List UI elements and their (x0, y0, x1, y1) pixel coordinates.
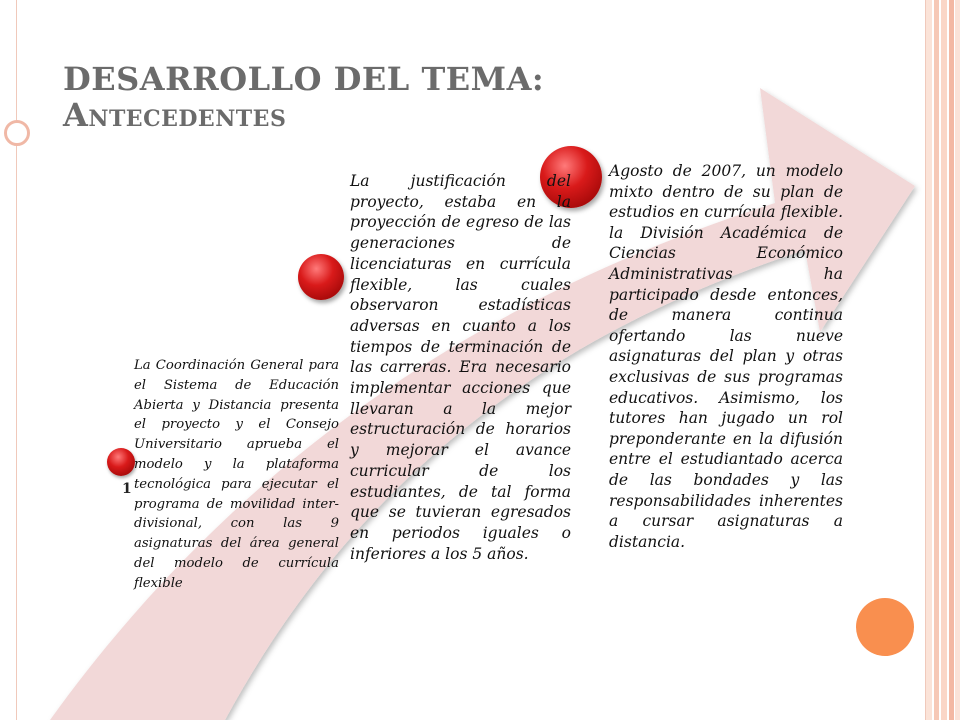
step-3-text: Agosto de 2007, un modelo mixto dentro de su plan de estudios en currícula flexible. la División Académica de Ciencias Económico Administrativas ha participado desde entonces, de manera continua ofertando las nueve asignaturas del plan y otras exclusivas de sus programas educativos. Asimismo, los tutores han jugado un rol preponderante en la difusión entre el estudiantado acerca de las bondades y las responsabilidades inherentes a cursar asignaturas a distancia. (609, 162, 843, 551)
step-1-number: 1 (122, 481, 132, 497)
step-2-text: La justificación del proyecto, estaba en la proyección de egreso de las generaciones de licenciaturas en currícula flexible, las cuales observaron estadísticas adversas en cuanto a los tiempos de terminación de las carreras. Era necesario implementar acciones que llevaran a la mejor estructuración de horarios y mejorar el avance curricular de los estudiantes, de tal forma que se tuvieran egresados en periodos iguales o inferiores a los 5 años. (350, 172, 571, 563)
step-2-bullet-icon (298, 254, 344, 300)
step-1-text: La Coordinación General para el Sistema de Educación Abierta y Distancia presenta el proyecto y el Consejo Universitario aprueba el modelo y la plataforma tecnológica para ejecutar el programa de movilidad inter-divisional, con las 9 asignaturas del área general del modelo de currícula flexible (134, 358, 339, 591)
orange-decorative-circle-icon (856, 598, 914, 656)
slide-title (63, 62, 544, 134)
title-line-2: Antecedentes (63, 95, 287, 134)
title-line-1: DESARROLLO DEL TEMA: (63, 60, 545, 98)
step-1-bullet-icon (107, 448, 135, 476)
